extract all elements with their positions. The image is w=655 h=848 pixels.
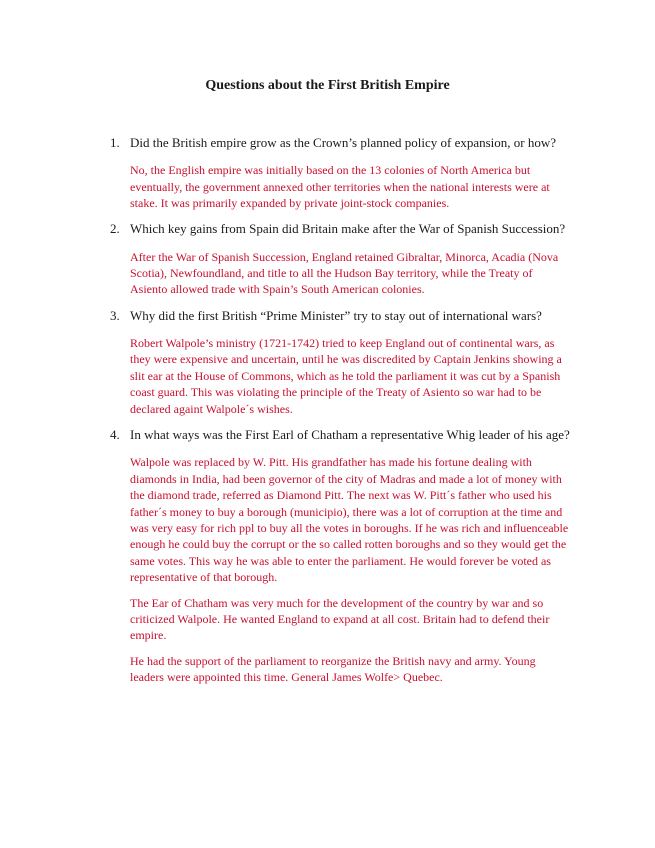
answer-3-para-1: Robert Walpole’s ministry (1721-1742) tried to keep England out of continental wars, as they were expensive and uncertain, until he was discredited by Captain Jenkins showing a slit ear at the House of Commons, which as he told the parliament it was cut by a Spanish coast guard. This was violating the principle of the Treaty of Asiento so war had to be declared againt Walpole´s wishes. xyxy=(130,336,562,416)
question-number: 4. xyxy=(110,427,120,443)
question-number: 2. xyxy=(110,221,120,237)
question-text: Which key gains from Spain did Britain make after the War of Spanish Succession? xyxy=(130,221,566,237)
document-title: Questions about the First British Empire xyxy=(205,78,450,93)
qa-item-4 xyxy=(104,427,572,685)
answer-2-para-1: After the War of Spanish Succession, England retained Gibraltar, Minorca, Acadia (Nova Scotia), Newfoundland, and title to all the Hudson Bay territory, while the Treaty of Asiento allowed trade with Spain’s South American colonies. xyxy=(130,249,559,297)
question-text: Did the British empire grow as the Crown’s planned policy of expansion, or how? xyxy=(130,135,557,150)
question-4 xyxy=(104,427,572,443)
answer-4-para-3: He had the support of the parliament to reorganize the British navy and army. Young leaders were appointed this time. General James Wolfe> Quebec. xyxy=(130,653,536,685)
question-3 xyxy=(104,308,572,324)
question-text: Why did the first British “Prime Minister” try to stay out of international wars? xyxy=(130,307,542,323)
question-text: In what ways was the First Earl of Chatham a representative Whig leader of his age? xyxy=(130,427,570,443)
qa-item-2 xyxy=(104,221,572,297)
answer-1-para-1: No, the English empire was initially based on the 13 colonies of North America but eventually, the government annexed other territories when the national interests were at stake. It was primarily expanded by private joint-stock companies. xyxy=(130,163,550,211)
qa-item-3 xyxy=(104,308,572,417)
question-list xyxy=(104,135,572,686)
question-number: 3. xyxy=(110,307,120,323)
question-2 xyxy=(104,221,572,237)
question-1 xyxy=(104,135,572,151)
qa-item-1 xyxy=(104,135,572,211)
answer-4-para-2: The Ear of Chatham was very much for the development of the country by war and so criticized Walpole. He wanted England to expand at all cost. Britain had to defend their empire. xyxy=(130,595,550,643)
question-number: 1. xyxy=(110,135,120,150)
answer-4-para-1: Walpole was replaced by W. Pitt. His grandfather has made his fortune dealing with diamonds in India, had been governor of the city of Madras and made a lot of money with the diamond trade, referred as Diamond Pitt. The next was W. Pitt´s father who used his father´s money to buy a borough (municipio), there was a lot of corruption at the time and was very easy for rich ppl to buy all the votes in boroughs. If he was rich and influenceable enough he could buy the corrupt or the so called rotten boroughs and so they would get the same votes. This way he was able to enter the parliament. He would forever be voted as representative of that borough. xyxy=(130,455,569,585)
